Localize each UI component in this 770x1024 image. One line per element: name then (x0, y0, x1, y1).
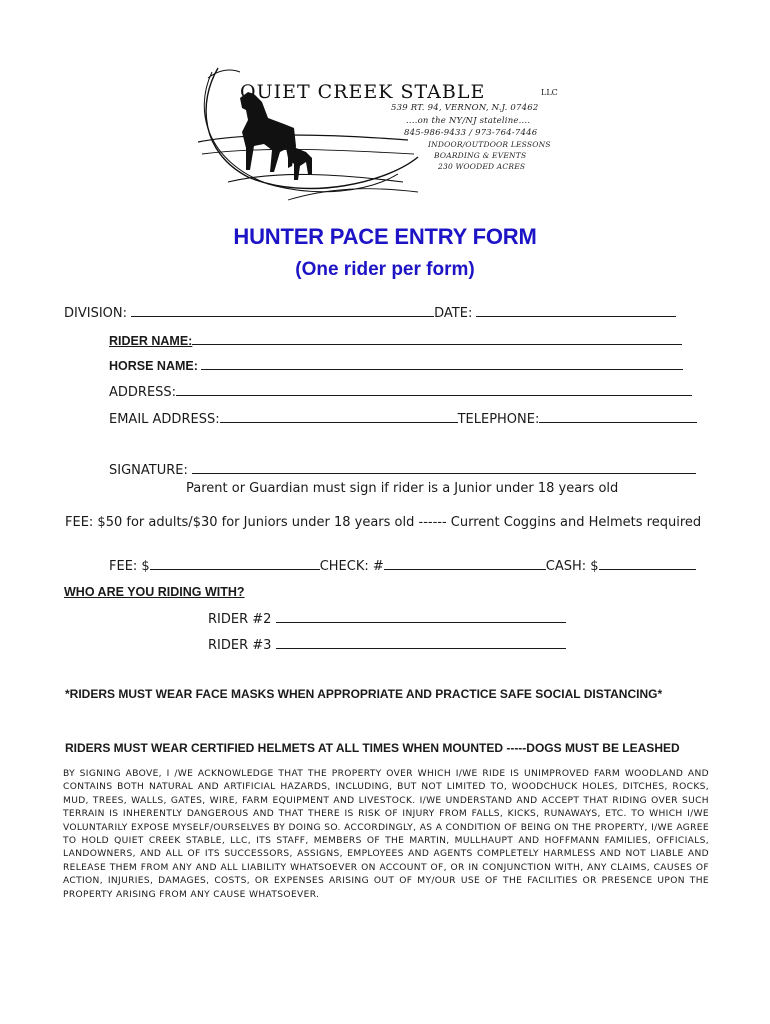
address-field[interactable] (176, 383, 692, 396)
signature-label: SIGNATURE: (109, 463, 188, 478)
helmets-notice: RIDERS MUST WEAR CERTIFIED HELMETS AT ALL TIMES WHEN MOUNTED -----DOGS MUST BE LEASHED (65, 741, 680, 755)
signature-field[interactable] (192, 461, 696, 474)
division-row (64, 304, 676, 321)
rider-name-label: RIDER NAME: (109, 334, 193, 348)
liability-waiver: BY SIGNING ABOVE, I /WE ACKNOWLEDGE THAT THE PROPERTY OVER WHICH I/WE RIDE IS UNIMPROVED FARM WOODLAND AND CONTAINS BOTH NATURAL AND ARTIFICIAL HAZARDS, INCLUDING, BUT NOT LIMITED TO, WOODCHUCK HOLES, DITCHES, ROCKS, MUD, TREES, WALLS, GATES, WIRE, FARM EQUIPMENT AND LIVESTOCK. I/WE UNDERSTAND AND ACCEPT THAT RIDING OVER SUCH TERRAIN IS INHERENTLY DANGEROUS AND THAT THERE IS RISK OF INJURY FROM FALLS, KICKS, RUNAWAYS, ETC. TO WHICH I/WE VOLUNTARILY EXPOSE MYSELF/OURSELVES BY DOING SO. ACCORDINGLY, AS A CONDITION OF BEING ON THE PROPERTY, I/WE AGREE TO HOLD QUIET CREEK STABLE, LLC, ITS STAFF, MEMBERS OF THE MARTIN, MULLHAUPT AND HOFFMANN FAMILIES, OFFICIALS, LANDOWNERS, AND ALL OF ITS SUCCESSORS, ASSIGNS, EMPLOYEES AND AGENTS COMPLETELY HARMLESS AND NOT LIABLE AND RELEASE THEM FROM ANY AND ALL LIABILITY WHATSOEVER ON ACCOUNT OF, OR IN CONJUNCTION WITH, ANY CLAIMS, CAUSES OF ACTION, INJURIES, DAMAGES, COSTS, OR EXPENSES ARISING OUT OF MY/OUR USE OF THE FACILITIES OR PRESENCE UPON THE PROPERTY ARISING FROM ANY CAUSE WHATSOEVER. (63, 769, 709, 900)
form-subtitle: (One rider per form) (295, 259, 475, 280)
address-label: ADDRESS: (109, 385, 177, 400)
division-label: DIVISION: (64, 306, 127, 321)
stable-logo (188, 62, 568, 202)
horse-name-row (109, 357, 683, 373)
rider3-label: RIDER #3 (208, 638, 272, 653)
date-label: DATE: (434, 306, 473, 321)
fee-field[interactable] (150, 557, 320, 570)
logo-address: 539 RT. 94, VERNON, N.J. 07462 (391, 103, 539, 113)
rider-name-field[interactable] (192, 332, 682, 345)
horse-name-field[interactable] (201, 357, 683, 370)
address-row (109, 383, 692, 400)
cash-field[interactable] (599, 557, 696, 570)
rider-name-row (109, 332, 682, 348)
rider2-row (208, 610, 566, 627)
email-label: EMAIL ADDRESS: (109, 412, 220, 427)
logo-stateline: ....on the NY/NJ stateline.... (406, 116, 531, 126)
email-field[interactable] (220, 410, 458, 423)
logo-lessons: INDOOR/OUTDOOR LESSONS (428, 140, 551, 149)
payment-row (109, 557, 696, 574)
guardian-note: Parent or Guardian must sign if rider is a Junior under 18 years old (186, 481, 619, 496)
fee-note: FEE: $50 for adults/$30 for Juniors under 18 years old ------ Current Coggins and Helmets required (65, 515, 702, 530)
logo-boarding: BOARDING & EVENTS (434, 151, 527, 160)
check-label: CHECK: # (319, 559, 384, 574)
riding-with-heading: WHO ARE YOU RIDING WITH? (64, 585, 245, 599)
form-title: HUNTER PACE ENTRY FORM (233, 224, 537, 249)
rider2-field[interactable] (276, 610, 566, 623)
cash-label: CASH: $ (545, 559, 599, 574)
rider3-field[interactable] (276, 636, 566, 649)
rider2-label: RIDER #2 (208, 612, 272, 627)
telephone-field[interactable] (539, 410, 697, 423)
logo-phones: 845-986-9433 / 973-764-7446 (404, 128, 538, 138)
stable-llc: LLC (541, 88, 558, 97)
horse-name-label: HORSE NAME: (109, 359, 198, 373)
division-field[interactable] (131, 304, 434, 317)
signature-row (109, 461, 696, 478)
rider3-row (208, 636, 566, 653)
masks-notice: *RIDERS MUST WEAR FACE MASKS WHEN APPROPRIATE AND PRACTICE SAFE SOCIAL DISTANCING* (65, 687, 663, 701)
check-field[interactable] (384, 557, 546, 570)
date-field[interactable] (476, 304, 676, 317)
telephone-label: TELEPHONE: (457, 412, 540, 427)
fee-label: FEE: $ (109, 559, 150, 574)
logo-acres: 230 WOODED ACRES (438, 162, 526, 171)
stable-name: QUIET CREEK STABLE (240, 81, 486, 103)
email-row (109, 410, 697, 427)
